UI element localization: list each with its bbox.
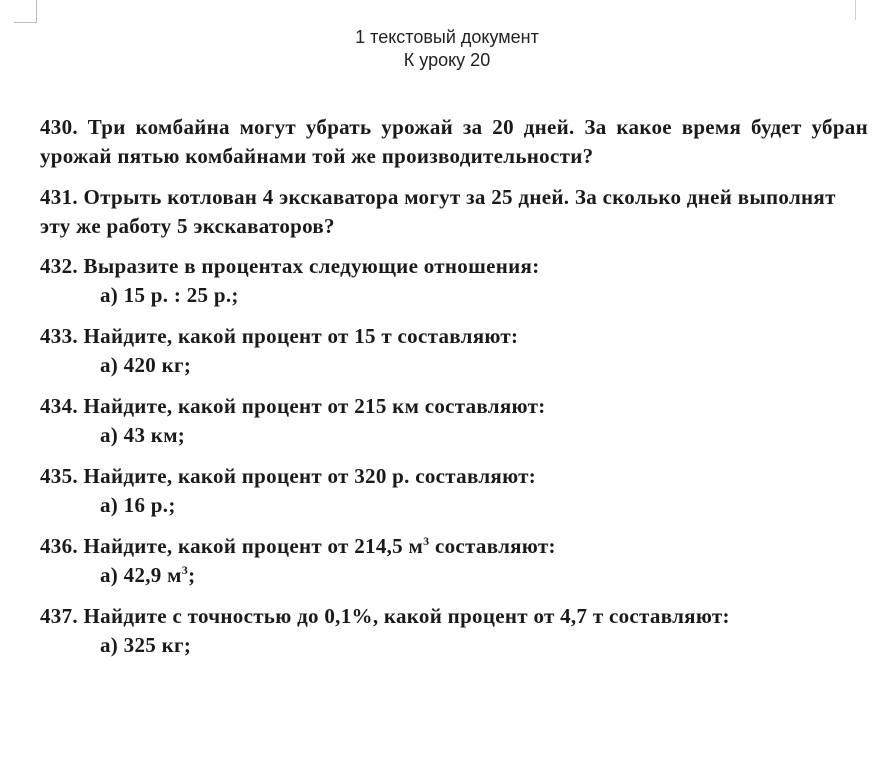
problem-text: Отрыть котлован 4 экскаватора могут за 25 дней. За сколько дней выполнят эту же работу 5 экскаваторов? bbox=[40, 185, 836, 238]
problem-432 bbox=[40, 252, 868, 310]
superscript: 3 bbox=[181, 563, 189, 577]
problem-433 bbox=[40, 322, 868, 380]
subitem-tail: ; bbox=[188, 563, 196, 587]
problem-text: Найдите, какой процент от 15 т составляют: bbox=[83, 324, 519, 348]
problem-number: 437. bbox=[40, 604, 78, 628]
problem-number: 434. bbox=[40, 394, 78, 418]
problem-number: 430. bbox=[40, 115, 78, 139]
problem-number: 431. bbox=[40, 185, 78, 209]
problem-text: Выразите в процентах следующие отношения: bbox=[83, 254, 540, 278]
problem-text: Найдите, какой процент от 215 км составляют: bbox=[83, 394, 546, 418]
problem-list bbox=[40, 113, 868, 660]
problem-text-main: Найдите, какой процент от 214,5 м bbox=[83, 534, 424, 558]
problem-number: 433. bbox=[40, 324, 78, 348]
problem-text: Найдите, какой процент от 320 р. составляют: bbox=[83, 464, 537, 488]
problem-430 bbox=[40, 113, 868, 171]
page-corner-mark bbox=[14, 0, 37, 23]
problem-text: Три комбайна могут убрать урожай за 20 дней. За какое время будет убран урожай пятью комбайнами той же производительности? bbox=[40, 115, 868, 168]
problem-437 bbox=[40, 602, 868, 660]
problem-434 bbox=[40, 392, 868, 450]
problem-435 bbox=[40, 462, 868, 520]
document-title: 1 текстовый документ bbox=[355, 27, 539, 47]
problem-number: 436. bbox=[40, 534, 78, 558]
problem-text bbox=[84, 534, 556, 558]
page-edge-mark bbox=[855, 0, 856, 20]
document-subtitle: К уроку 20 bbox=[403, 50, 491, 70]
problem-436 bbox=[40, 532, 868, 590]
problem-subitem: а) 43 км; bbox=[100, 423, 186, 447]
problem-subitem: а) 420 кг; bbox=[100, 353, 192, 377]
problem-text-tail: составляют: bbox=[429, 534, 556, 558]
subitem-main: а) 42,9 м bbox=[100, 563, 182, 587]
problem-subitem bbox=[40, 561, 868, 590]
superscript: 3 bbox=[423, 534, 430, 548]
problem-text: Найдите с точностью до 0,1%, какой процент от 4,7 т составляют: bbox=[83, 604, 730, 628]
problem-subitem: а) 325 кг; bbox=[100, 633, 192, 657]
problem-subitem: а) 15 р. : 25 р.; bbox=[100, 283, 239, 307]
document-header bbox=[0, 26, 894, 72]
problem-number: 435. bbox=[40, 464, 78, 488]
problem-431 bbox=[40, 183, 868, 241]
problem-number: 432. bbox=[40, 254, 78, 278]
problem-subitem: а) 16 р.; bbox=[100, 493, 176, 517]
